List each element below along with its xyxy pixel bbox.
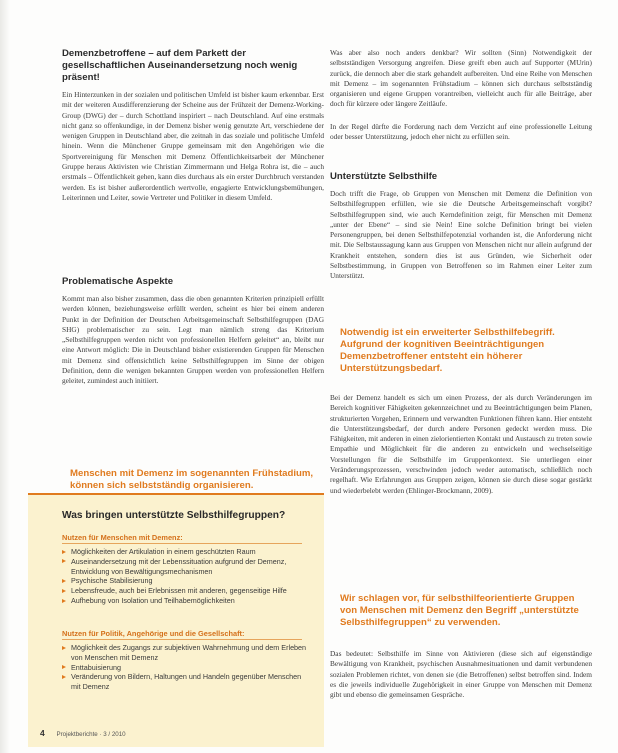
- bullet-triangle-icon: [62, 550, 66, 554]
- bullet-triangle-icon: [62, 559, 66, 563]
- page-footer: [40, 728, 126, 738]
- heading-demenzbetroffene: Demenzbetroffene – auf dem Parkett der gesellschaftlichen Auseinandersetzung noch wenig präsent!: [62, 48, 298, 83]
- list-item: Auseinandersetzung mit der Lebenssituation aufgrund der Demenz, Entwicklung von Bewältigungsmechanismen: [62, 557, 312, 577]
- sidebar-title: Was bringen unterstützte Selbsthilfegruppen?: [62, 510, 286, 521]
- list-item: Enttabuisierung: [62, 663, 312, 673]
- sidebar-box: [28, 493, 324, 747]
- right-column: [330, 48, 592, 711]
- sidebar-divider: [62, 639, 302, 640]
- sidebar-list-politik: [62, 643, 312, 692]
- list-item: Möglichkeit des Zugangs zur subjektiven Wahrnehmung und dem Erleben von Menschen mit Demenz: [62, 643, 312, 663]
- bullet-triangle-icon: [62, 646, 66, 650]
- publication-name: Projektberichte · 3 / 2010: [56, 731, 126, 738]
- paragraph-right-2: In der Regel dürfte die Forderung nach dem Verzicht auf eine professionelle Leitung oder besser Unterstützung, jedoch eher nicht zu erfüllen sein.: [330, 122, 592, 142]
- sidebar-list-demenz: [62, 547, 312, 606]
- paragraph-right-5: Das bedeutet: Selbsthilfe im Sinne von Aktivieren (diese sich auf eigenständige Bewältigung von Krankheit, psychischen Ausnahmesituationen und damit verbundenen sozialen Problemen richtet, von denen sie (die Betroffenen) selbst betroffen sind. Indem es die jeweils individuelle Zugehörigkeit in einer Gruppe von Menschen mit Demenz gibt und ebenso die gemeinsamen Gespräche.: [330, 649, 592, 700]
- bullet-triangle-icon: [62, 599, 66, 603]
- sidebar-subheading-demenz: Nutzen für Menschen mit Demenz:: [62, 533, 183, 542]
- bullet-triangle-icon: [62, 665, 66, 669]
- paragraph-right-1: Was aber also noch anders denkbar? Wir sollten (Sinn) Notwendigkeit der selbstständigen Versorgung angreifen. Diese greift eben auch auf Supporter (MUrin) zurück, die dennoch aber die stark gehandelt aufbereiten. Und eine Reihe von Menschen mit Demenz – im sogenannten Frühstadium – können sich durchaus selbstständig organisieren und eigene Gruppen vorantreiben, vielleicht auch für alle Beiträge, aber doch für kürzere oder längere Zeitläufe.: [330, 48, 592, 109]
- pull-quote-right-1: Notwendig ist ein erweiterter Selbsthilfebegriff. Aufgrund der kognitiven Beeinträchtigungen Demenzbetroffener entsteht ein höherer Unterstützungsbedarf.: [340, 327, 555, 374]
- list-item: Aufhebung von Isolation und Teilhabemöglichkeiten: [62, 596, 312, 606]
- heading-problematische-aspekte: Problematische Aspekte: [62, 276, 174, 287]
- page-binding-shadow: [0, 0, 10, 753]
- page-number: 4: [40, 728, 45, 738]
- bullet-triangle-icon: [62, 579, 66, 583]
- paragraph-right-3: Doch trifft die Frage, ob Gruppen von Menschen mit Demenz die Definition von Selbsthilfegruppen erfüllen, wie sie die Deutsche Arbeitsgemeinschaft vorgibt? Selbsthilfegruppen sind, wie auch Kerndefinition zeigt, für Menschen mit Demenz „unter der Ebene“ – sind sie Nein! Eine solche Definition bringt bei vielen Personengruppen, bei denen Selbsthilfepotenzial vorhanden ist, die Anforderung nicht mit. Die Selbstaussagung kann aus Gruppen von Menschen nicht nur allein aufgrund der Krankheit entstehen, sondern dies ist aus Gründen, wie Sicherheit oder Selbstbestimmung, in Gruppen von Betroffenen so im Rahmen einer Leiter zum Unterstützt.: [330, 189, 592, 281]
- heading-unterstuetzte-selbsthilfe: Unterstützte Selbsthilfe: [330, 171, 438, 182]
- paragraph-right-4: Bei der Demenz handelt es sich um einen Prozess, der als durch Veränderungen im Bereich kognitiver Fähigkeiten gekennzeichnet und zu Beeinträchtigungen beim Planen, strukturierten Vorgehen, Erinnern und verwandten Funktionen führen kann. Hier entsteht die Unterstützungsbedarf, der durch andere Personen gedeckt werden muss. Die Fähigkeiten, mit anderen in einen zielorientierten Kontakt und Austausch zu treten sowie Empathie und Möglichkeit für die anderen zu entwickeln und wechselseitige Vorstellungen für die Selbsthilfe im Gruppenkontext. Sie unterliegen einer Veränderungsprozessen, verschwinden jedoch weder automatisch, schließlich noch regelhaft. Wie Erfahrungen aus Gruppen zeigen, können sie durch diese sogar gestärkt und wiederbelebt werden (Ehlinger-Brockmann, 2009).: [330, 393, 592, 495]
- paragraph-left-1: Ein Hinterzunken in der sozialen und politischen Umfeld ist bisher kaum erkennbar. Erst mit der weiteren Ausdifferenzierung der Scheine aus der Frühzeit der Demenz-Working-Group (DWG) der – durch Schottland inspiriert – nach Deutschland. Auf eine erstmals nicht ganz so offenkundige, in der Demenz bisher wenig genutzte Art, verschiedene der wenigen Gruppen in Deutschland aber, die zeitnah in das soziale und politische Umfeld hinein. Wenn die Münchener Gruppe gemeinsam mit den Angehörigen wie die Sportvereinigung für Menschen mit Demenz Öffentlichkeitsarbeit der Münchener Gruppe heraus Aktivisten wie Christian Zimmermann und Helga Rohra ist, die – auch erstmals – Öffentlichkeit gehen, kann dies durchaus als ein erster Durchbruch verstanden werden. Es ist bisher außerordentlich wertvolle, engagierte Entwicklungsbemühungen, Leiterinnen und Leiter, sowie Vertreter und Politiker in diesem Umfeld.: [62, 90, 324, 202]
- sidebar-subheading-politik: Nutzen für Politik, Angehörige und die Gesellschaft:: [62, 629, 245, 638]
- bullet-triangle-icon: [62, 589, 66, 593]
- paragraph-left-2: Kommt man also bisher zusammen, dass die oben genannten Kriterien prinzipiell erfüllt werden können, beziehungsweise erfüllt werden, scheint es hier bei einem anderen Punkt in der Definition der Deutschen Arbeitsgemeinschaft Selbsthilfegruppen (DAG SHG) problematischer zu sein. Legt man nämlich streng das Kriterium „Selbsthilfegruppen werden nicht von professionellen Helfern geleitet“ an, bleibt nur eine Antwort möglich: Die in Deutschland bisher existierenden Gruppen für Menschen mit Demenz sind offensichtlich keine Selbsthilfegruppen im Sinne der obigen Definition, denn die wenigen bekannten Gruppen werden von professionellen Helfern geleitet, zumindest auch initiiert.: [62, 294, 324, 386]
- left-column: [62, 48, 324, 492]
- list-item: Möglichkeiten der Artikulation in einem geschützten Raum: [62, 547, 312, 557]
- pull-quote-left: Menschen mit Demenz im sogenannten Frühstadium, können sich selbstständig organisieren.: [70, 468, 314, 491]
- list-item: Veränderung von Bildern, Haltungen und Handeln gegenüber Menschen mit Demenz: [62, 672, 312, 692]
- bullet-triangle-icon: [62, 675, 66, 679]
- pull-quote-right-2: Wir schlagen vor, für selbsthilfeorientierte Gruppen von Menschen mit Demenz den Begriff „unterstützte Selbsthilfegruppen“ zu verwenden.: [340, 593, 579, 628]
- list-item: Psychische Stabilisierung: [62, 576, 312, 586]
- sidebar-divider: [62, 543, 302, 544]
- list-item: Lebensfreude, auch bei Erlebnissen mit anderen, gegenseitige Hilfe: [62, 586, 312, 596]
